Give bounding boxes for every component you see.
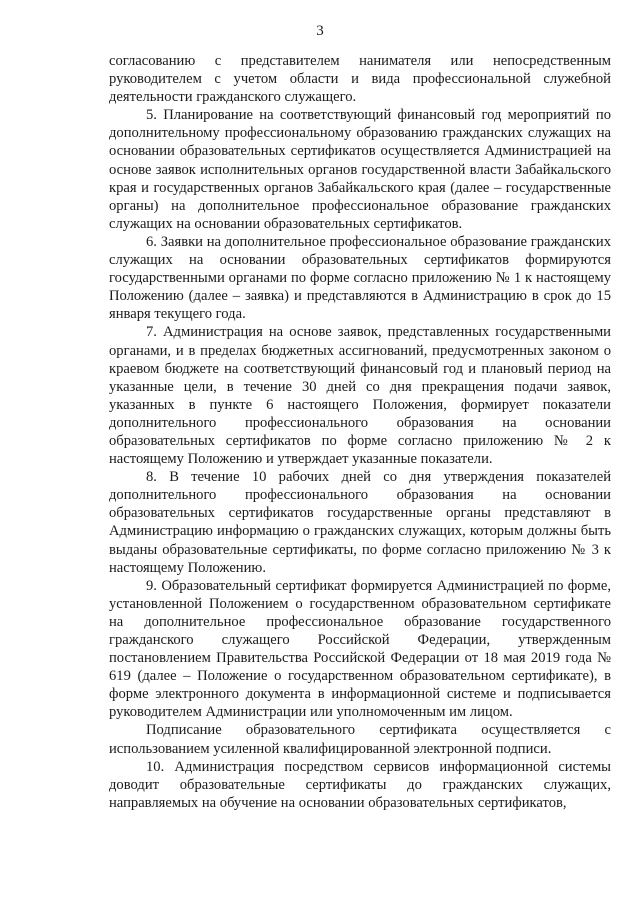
page-number: 3 — [316, 23, 324, 39]
paragraph-item-5: 5. Планирование на соответствующий финансовый год мероприятий по дополнительному профессиональному образованию гражданских служащих на основании образовательных сертификатов осуществляется Администрацией на основе заявок исполнительных органов государственной власти Забайкальского края и государственных органов Забайкальского края (далее – государственные органы) на дополнительное профессиональное образование гражданских служащих на основании образовательных сертификатов. — [109, 107, 611, 232]
paragraph-item-10: 10. Администрация посредством сервисов информационной системы доводит образовательные сертификаты до гражданских служащих, направляемых на обучение на основании образовательных сертификатов, — [109, 758, 611, 811]
paragraph-item-9: 9. Образовательный сертификат формируется Администрацией по форме, установленной Положением о государственном образовательном сертификате на дополнительное профессиональное образование государственного гражданского служащего Российской Федерации, утвержденным постановлением Правительства Российской Федерации от 18 мая 2019 года № 619 (далее – Положение о государственном образовательном сертификате), в форме электронного документа в информационной системе и подписывается руководителем Администрации или уполномоченным им лицом. — [109, 577, 611, 721]
paragraph-item-6: 6. Заявки на дополнительное профессиональное образование гражданских служащих на основании образовательных сертификатов формируются государственными органами по форме согласно приложению № 1 к настоящему Положению (далее – заявка) и представляются в Администрацию в срок до 15 января текущего года. — [109, 233, 611, 323]
paragraph-item-8: 8. В течение 10 рабочих дней со дня утверждения показателей дополнительного профессионального образования на основании образовательных сертификатов государственные органы представляют в Администрацию информацию о гражданских служащих, которым должны быть выданы образовательные сертификаты, по форме согласно приложению № 3 к настоящему Положению. — [109, 469, 611, 576]
paragraph-continuation: согласованию с представителем нанимателя или непосредственным руководителем с учетом области и вида профессиональной служебной деятельности гражданского служащего. — [109, 53, 611, 106]
document-body — [109, 52, 611, 812]
paragraph-signing: Подписание образовательного сертификата осуществляется с использованием усиленной квалифицированной электронной подписи. — [109, 722, 611, 757]
paragraph-item-7: 7. Администрация на основе заявок, представленных государственными органами, и в пределах бюджетных ассигнований, предусмотренных законом о краевом бюджете на соответствующий финансовый год и плановый период на указанные цели, в течение 30 дней со дня прекращения подачи заявок, указанных в пункте 6 настоящего Положения, формирует показатели дополнительного профессионального образования на основании образовательных сертификатов по форме согласно приложению № 2 к настоящему Положению и утверждает указанные показатели. — [109, 324, 611, 468]
